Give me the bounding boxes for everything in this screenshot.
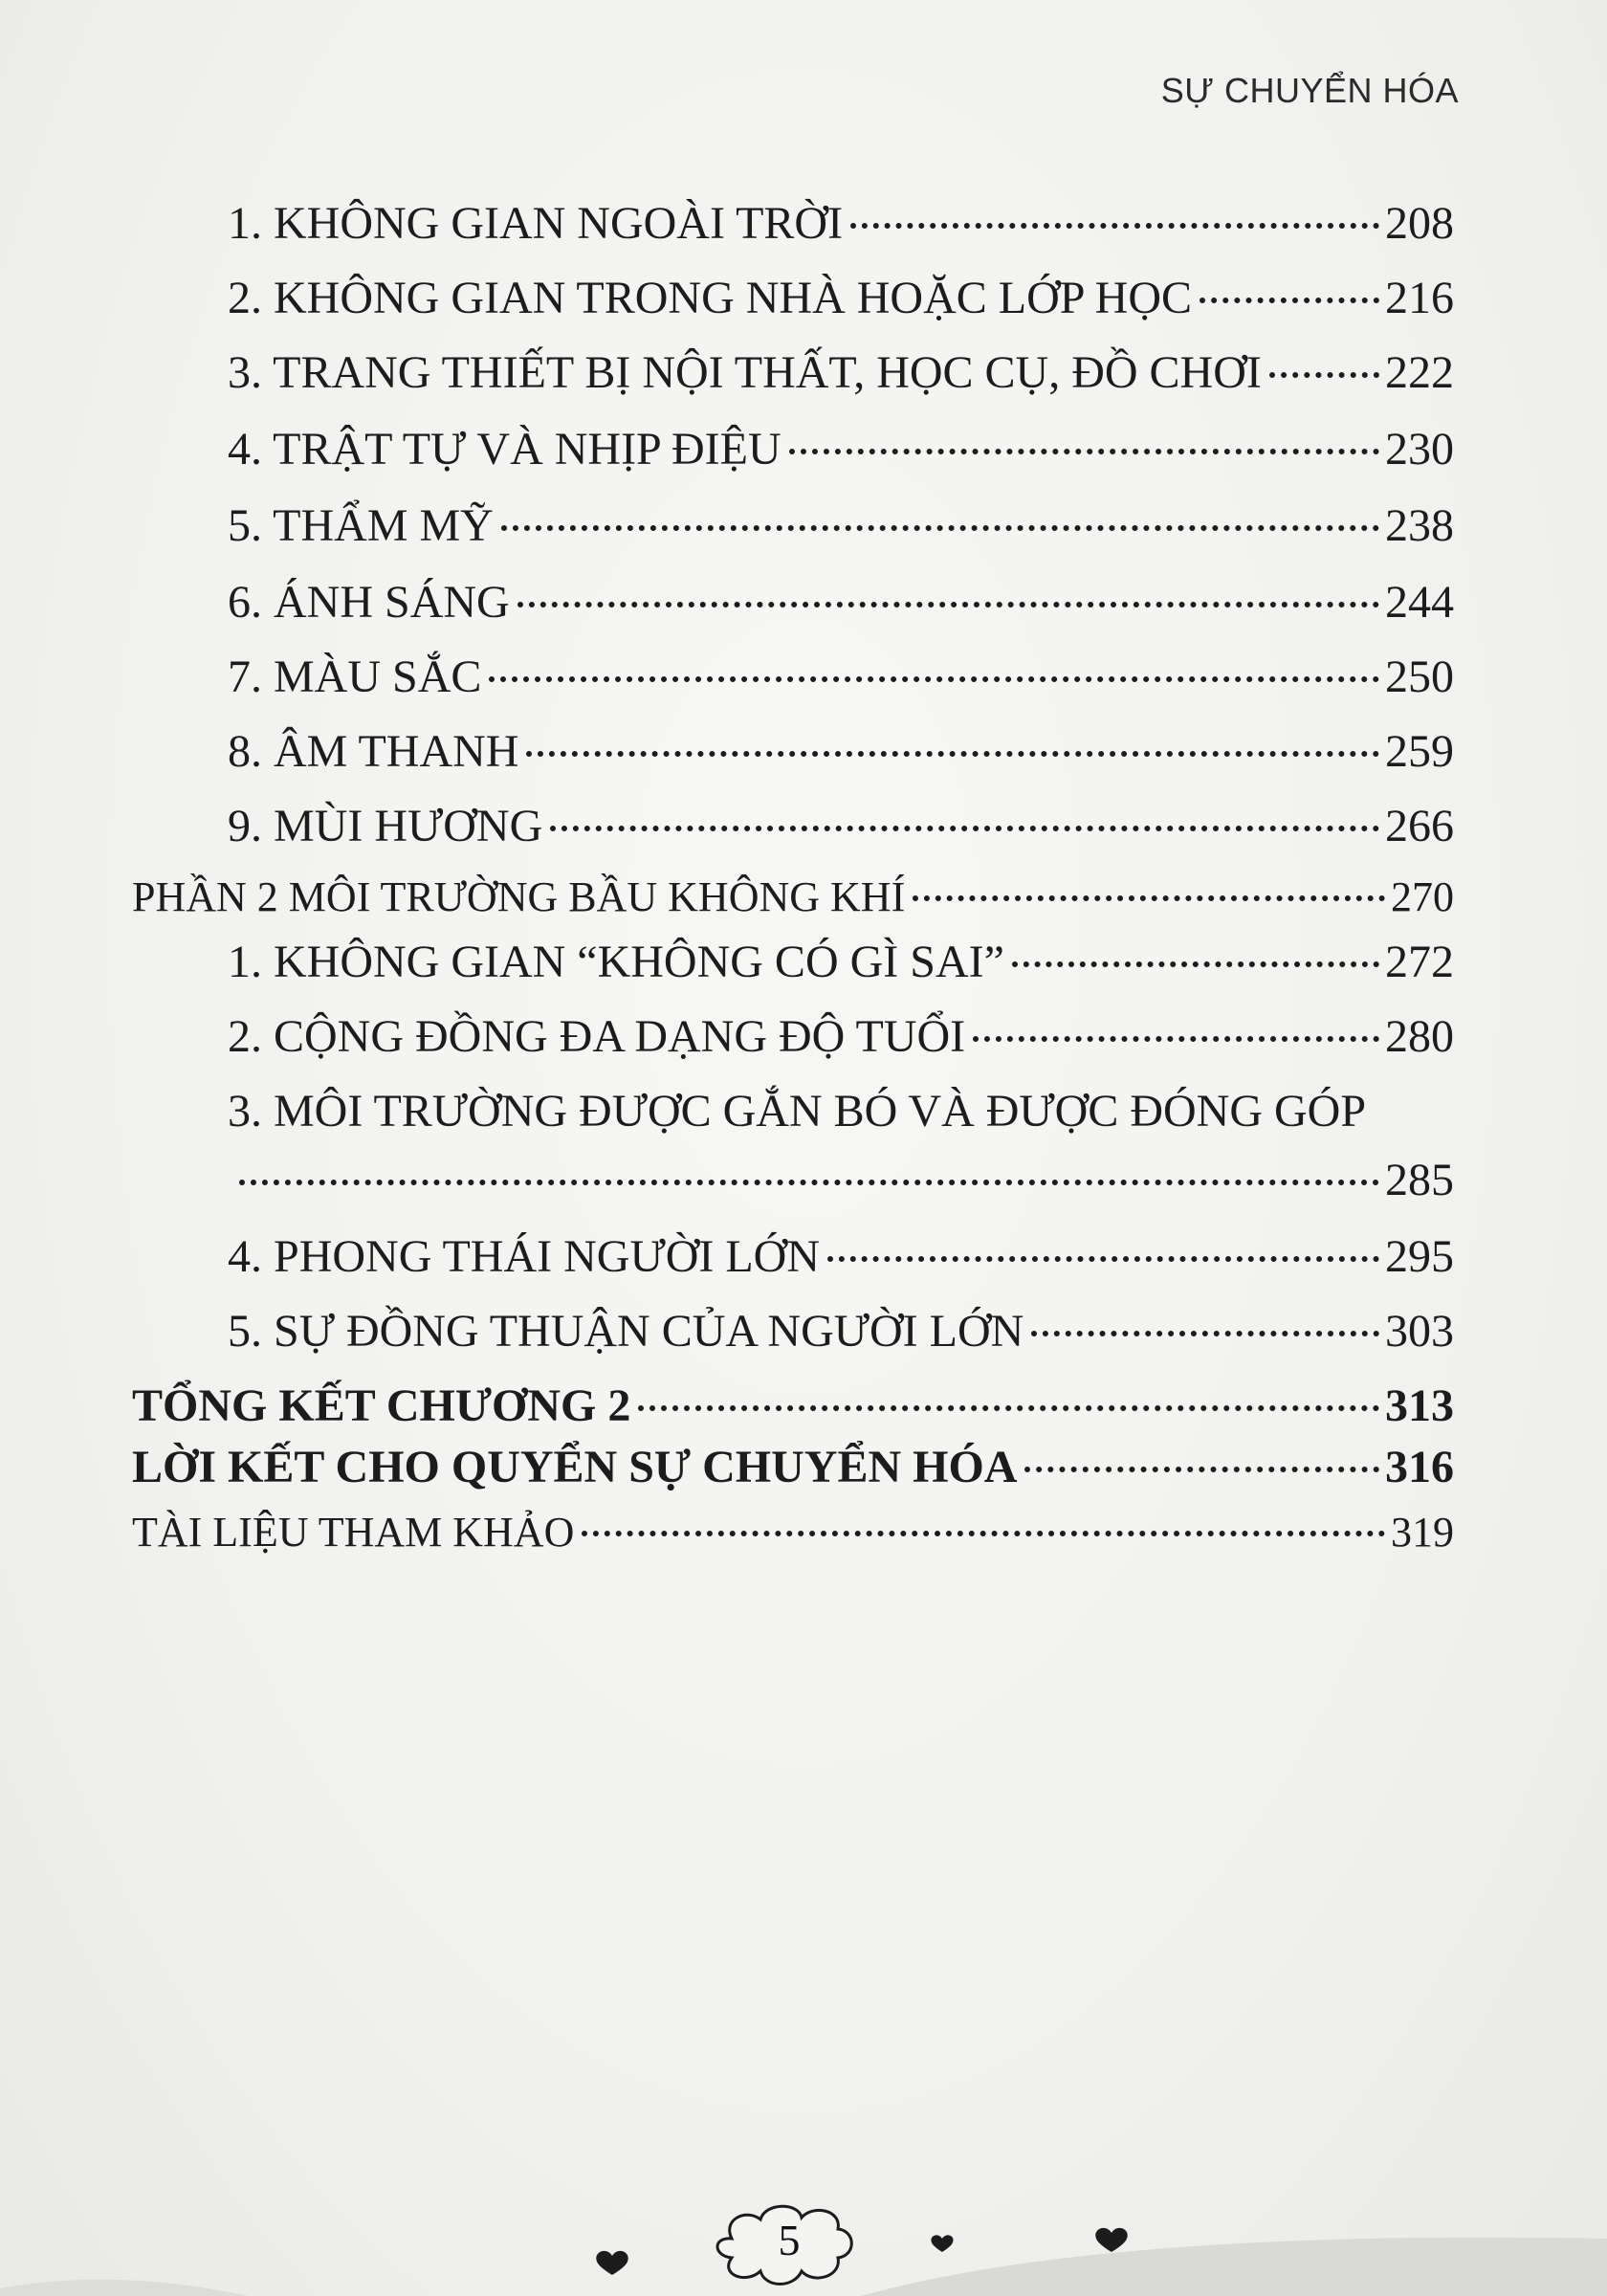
- toc-part-heading[interactable]: [132, 867, 1454, 928]
- toc-entry-label: 4. TRẬT TỰ VÀ NHỊP ĐIỆU: [228, 424, 781, 475]
- dot-leader: [913, 895, 1385, 901]
- toc-entry-label: 3. TRANG THIẾT BỊ NỘI THẤT, HỌC CỤ, ĐỒ CHƠI: [228, 347, 1262, 398]
- dot-leader: [501, 525, 1379, 531]
- toc-entry-page: 285: [1385, 1155, 1454, 1205]
- toc-entry[interactable]: [228, 193, 1454, 254]
- toc-entry-page: 259: [1385, 726, 1454, 777]
- heart-icon: [931, 2235, 953, 2252]
- dot-leader: [1269, 372, 1379, 378]
- toc-entry-label: 5. SỰ ĐỒNG THUẬN CỦA NGƯỜI LỚN: [228, 1306, 1024, 1357]
- toc-entry-label: TỔNG KẾT CHƯƠNG 2: [132, 1380, 631, 1431]
- toc-entry-page: 238: [1385, 500, 1454, 551]
- toc-entry-label: 6. ÁNH SÁNG: [228, 577, 510, 628]
- dot-leader: [582, 1531, 1385, 1536]
- dot-leader: [827, 1256, 1379, 1262]
- dot-leader: [526, 751, 1379, 757]
- toc-entry[interactable]: [228, 932, 1454, 993]
- toc-entry[interactable]: [228, 572, 1454, 633]
- toc-entry-label: 3. MÔI TRƯỜNG ĐƯỢC GẮN BÓ VÀ ĐƯỢC ĐÓNG GÓP: [228, 1086, 1367, 1137]
- toc-entry-page: 216: [1385, 273, 1454, 323]
- dot-leader: [973, 1036, 1379, 1042]
- toc-entry-page: 222: [1385, 347, 1454, 398]
- toc-entry[interactable]: [228, 1226, 1454, 1288]
- toc-references[interactable]: [132, 1502, 1454, 1563]
- dot-leader: [550, 826, 1379, 831]
- toc-entry-label: 2. CỘNG ĐỒNG ĐA DẠNG ĐỘ TUỔI: [228, 1011, 966, 1062]
- toc-entry-label: LỜI KẾT CHO QUYỂN SỰ CHUYỂN HÓA: [132, 1442, 1018, 1492]
- toc-entry-page: 319: [1391, 1509, 1454, 1556]
- toc-entry-label: TÀI LIỆU THAM KHẢO: [132, 1509, 575, 1556]
- toc-entry-page: 313: [1385, 1380, 1454, 1431]
- toc-entry[interactable]: [228, 419, 1454, 480]
- toc-entry-label: PHẦN 2 MÔI TRƯỜNG BẦU KHÔNG KHÍ: [132, 873, 906, 920]
- toc-entry-label: 5. THẨM MỸ: [228, 500, 494, 551]
- toc-entry[interactable]: [228, 1301, 1454, 1362]
- dot-leader: [1024, 1467, 1379, 1472]
- running-header: SỰ CHUYỂN HÓA: [1160, 71, 1459, 110]
- toc-entry-page: 230: [1385, 424, 1454, 475]
- toc-entry-label: 2. KHÔNG GIAN TRONG NHÀ HOẶC LỚP HỌC: [228, 273, 1192, 323]
- decorative-swoosh: [0, 2280, 249, 2296]
- dot-leader: [789, 449, 1379, 454]
- toc-entry[interactable]: [228, 647, 1454, 708]
- toc-epilogue[interactable]: [132, 1437, 1454, 1498]
- toc-entry[interactable]: [228, 268, 1454, 329]
- dot-leader: [489, 676, 1379, 682]
- toc-chapter-summary[interactable]: [132, 1376, 1454, 1437]
- toc-entry-page: 250: [1385, 651, 1454, 702]
- toc-entry-label: 9. MÙI HƯƠNG: [228, 801, 543, 851]
- toc-entry-label: 4. PHONG THÁI NGƯỜI LỚN: [228, 1231, 820, 1282]
- toc-entry-page: 316: [1385, 1442, 1454, 1492]
- toc-entry[interactable]: [228, 721, 1454, 783]
- toc-entry[interactable]: [228, 342, 1454, 404]
- dot-leader: [638, 1405, 1379, 1411]
- toc-entry[interactable]: [228, 496, 1454, 557]
- heart-icon: [596, 2251, 627, 2275]
- toc-entry-page: 272: [1385, 937, 1454, 987]
- toc-entry-label: 7. MÀU SẮC: [228, 651, 482, 702]
- dot-leader: [517, 602, 1379, 607]
- toc-entry-page: 303: [1385, 1306, 1454, 1357]
- dot-leader: [1031, 1331, 1379, 1336]
- toc-entry[interactable]: [228, 1006, 1454, 1068]
- toc-entry[interactable]: [228, 1081, 1454, 1142]
- dot-leader: [239, 1180, 1379, 1185]
- toc-entry-page: 208: [1385, 198, 1454, 249]
- toc-entry-continuation[interactable]: [239, 1150, 1454, 1211]
- toc-entry-page: 266: [1385, 801, 1454, 851]
- dot-leader: [1200, 298, 1379, 303]
- toc-entry-page: 280: [1385, 1011, 1454, 1062]
- toc-entry-label: 1. KHÔNG GIAN NGOÀI TRỜI: [228, 198, 844, 249]
- toc-entry-page: 270: [1391, 873, 1454, 920]
- toc-entry-label: 8. ÂM THANH: [228, 726, 519, 777]
- decorative-swoosh: [861, 2238, 1607, 2296]
- toc-entry-page: 244: [1385, 577, 1454, 628]
- dot-leader: [1012, 961, 1379, 967]
- toc-entry-page: 295: [1385, 1231, 1454, 1282]
- dot-leader: [850, 223, 1379, 229]
- toc-entry-label: 1. KHÔNG GIAN “KHÔNG CÓ GÌ SAI”: [228, 937, 1004, 987]
- page-number: 5: [778, 2216, 801, 2264]
- toc-entry[interactable]: [228, 796, 1454, 857]
- heart-icon: [1095, 2228, 1127, 2252]
